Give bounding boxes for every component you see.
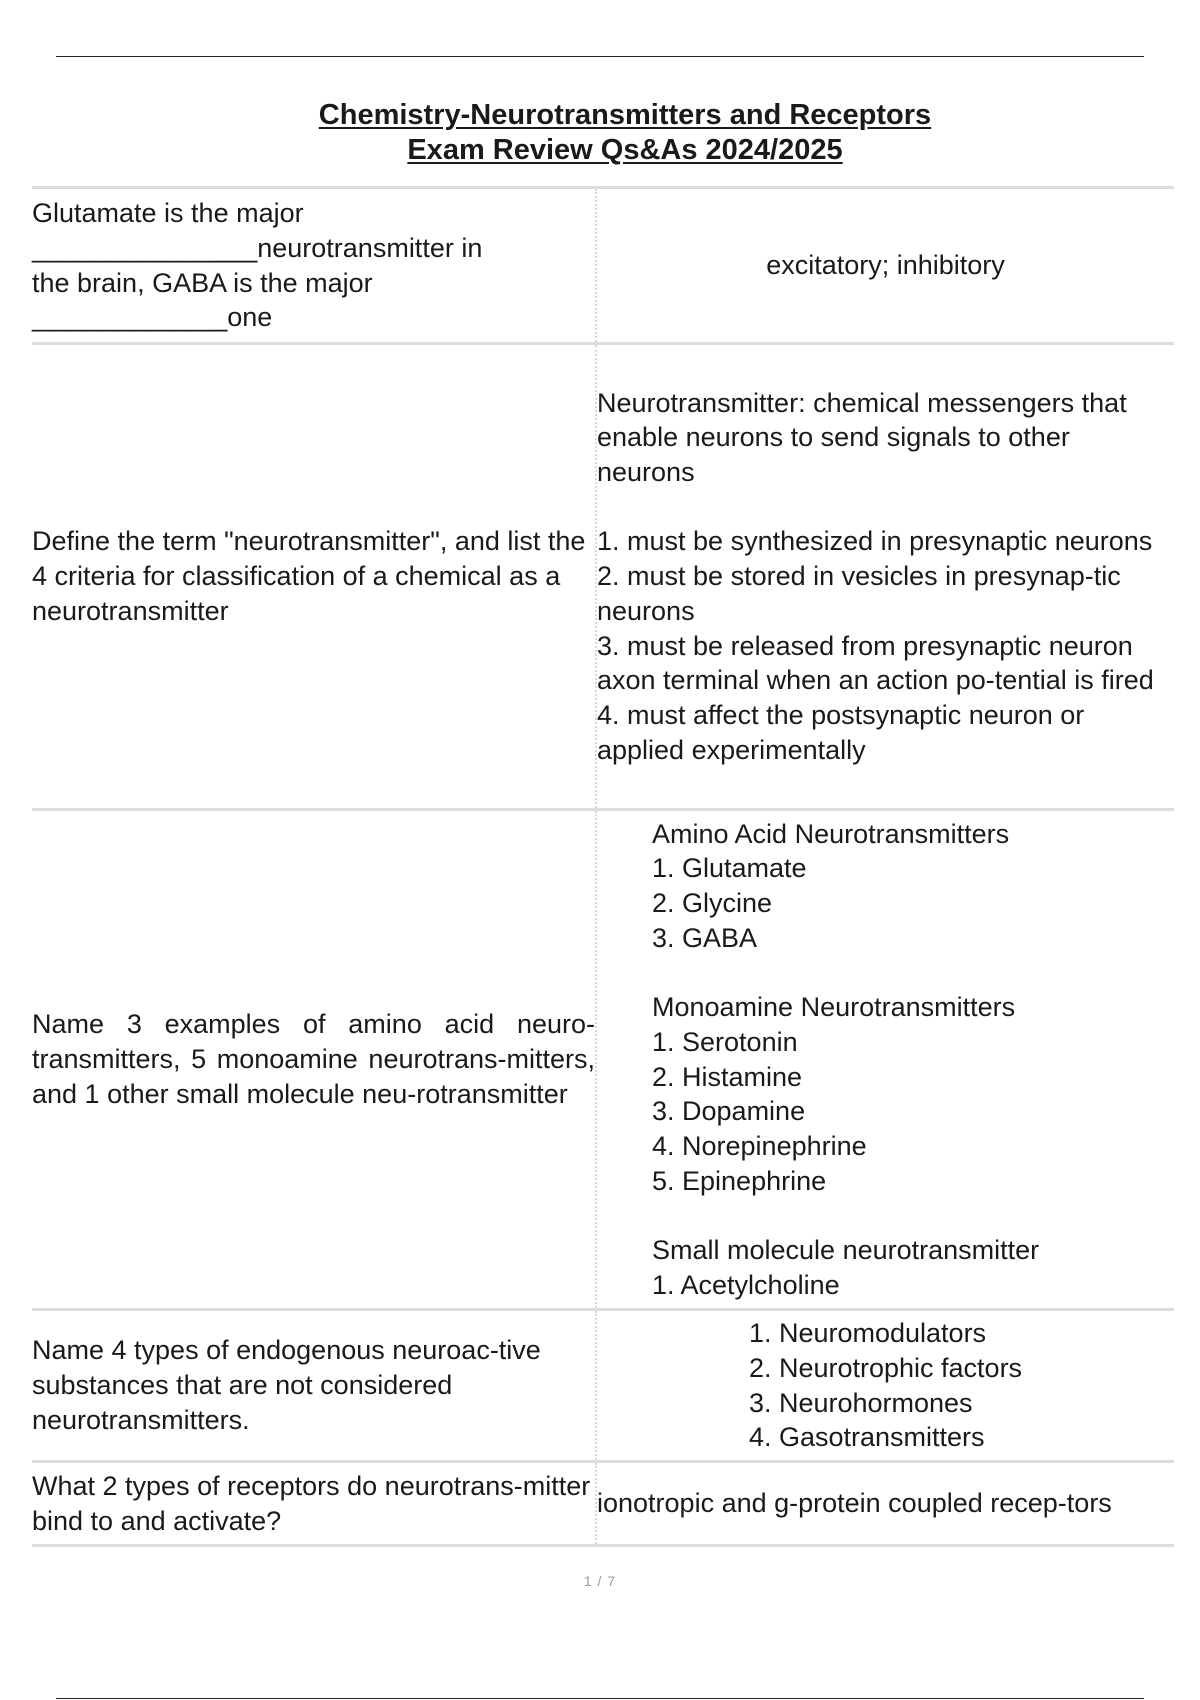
list-item: 2. Histamine (652, 1061, 803, 1092)
title-line-1: Chemistry-Neurotransmitters and Receptors (318, 99, 932, 131)
list-item: 1. Neuromodulators (748, 1318, 987, 1349)
list-item: 4. Norepinephrine (652, 1130, 867, 1161)
list-item: 1. Acetylcholine (652, 1269, 840, 1300)
question-text: Name 4 types of endogenous neuroac-tive substances that are not considered neurotransmitters. (32, 1335, 541, 1435)
list-item: 3. Dopamine (652, 1096, 806, 1127)
criteria-item: 3. must be released from presynaptic neuron axon terminal when an action po-tential is fired (597, 630, 1154, 696)
answer-cell (596, 810, 1174, 1310)
qa-row (32, 1310, 1174, 1462)
bottom-rule (56, 1698, 1144, 1699)
top-rule (56, 56, 1144, 57)
qa-row (32, 344, 1174, 810)
group-heading: Monoamine Neurotransmitters (652, 992, 1016, 1023)
question-text: Name 3 examples of amino acid neuro-transmitters, 5 monoamine neurotrans-mitters, and 1 other small molecule neu-rotransmitter (32, 1009, 595, 1109)
answer-cell (596, 188, 1174, 344)
list-item: 1. Serotonin (652, 1026, 798, 1057)
group-heading: Amino Acid Neurotransmitters (652, 818, 1010, 849)
question-line: _______________neurotransmitter in (32, 232, 483, 263)
group-heading: Small molecule neurotransmitter (652, 1235, 1040, 1265)
answer-text: excitatory; inhibitory (766, 250, 1005, 281)
question-line: _____________one (32, 302, 273, 333)
list-item: 5. Epinephrine (652, 1165, 827, 1196)
qa-table (32, 186, 1174, 1547)
qa-row (32, 188, 1174, 344)
answer-cell (596, 1310, 1174, 1462)
question-cell (32, 1310, 596, 1462)
list-item: 3. Neurohormones (748, 1387, 973, 1418)
list-item: 3. GABA (652, 922, 758, 953)
document-title (0, 98, 1200, 168)
list-item: 2. Glycine (652, 888, 773, 918)
list-item: 4. Gasotransmitters (748, 1422, 985, 1453)
question-cell (32, 344, 596, 810)
answer-text: ionotropic and g-protein coupled recep-tors (597, 1488, 1112, 1519)
question-cell (32, 1462, 596, 1546)
criteria-item: 2. must be stored in vesicles in presynap-tic neurons (597, 561, 1121, 626)
title-line-2: Exam Review Qs&As 2024/2025 (407, 134, 843, 166)
question-cell (32, 810, 596, 1310)
answer-list (749, 1316, 1022, 1455)
qa-row (32, 810, 1174, 1310)
list-item: 2. Neurotrophic factors (748, 1352, 1023, 1383)
answer-cell (596, 1462, 1174, 1546)
question-text: Define the term "neurotransmitter", and list the 4 criteria for classification of a chemical as a neurotransmitter (32, 526, 586, 626)
answer-definition: Neurotransmitter: chemical messengers that enable neurons to send signals to other neurons (597, 387, 1127, 488)
question-text: What 2 types of receptors do neurotrans-mitter bind to and activate? (32, 1470, 591, 1536)
question-cell (32, 188, 596, 344)
answer-cell (596, 344, 1174, 810)
answer-list (597, 817, 1174, 1303)
list-item: 1. Glutamate (652, 853, 807, 884)
question-line: Glutamate is the major (32, 198, 304, 229)
page-indicator: 1 / 7 (583, 1573, 617, 1589)
criteria-item: 4. must affect the postsynaptic neuron or applied experimentally (597, 699, 1085, 765)
criteria-item: 1. must be synthesized in presynaptic neurons (597, 526, 1153, 557)
qa-row (32, 1462, 1174, 1546)
question-line: the brain, GABA is the major (32, 267, 373, 298)
